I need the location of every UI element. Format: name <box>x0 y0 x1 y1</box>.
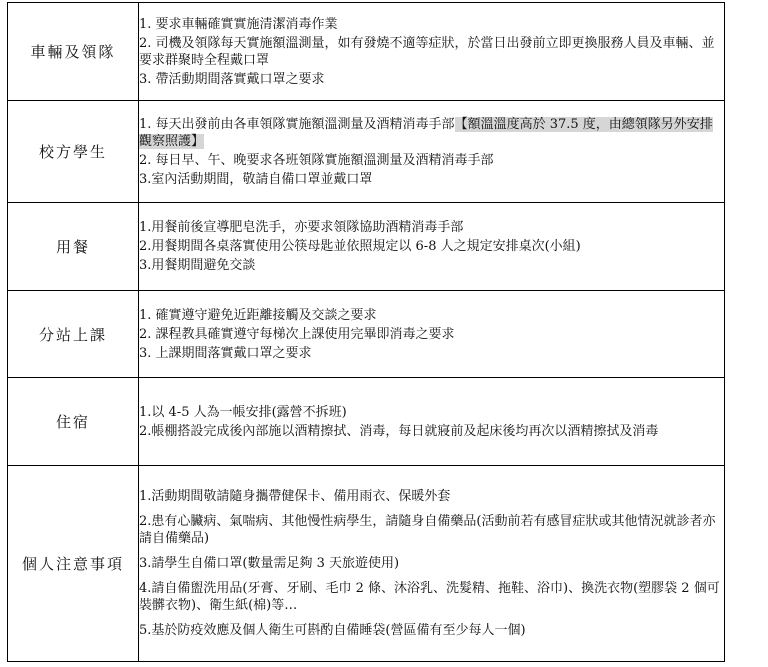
highlighted-note: 【額溫溫度高於 37.5 度，由總領隊另外安排觀察照護】 <box>139 116 713 149</box>
list-item: 3. 上課期間落實戴口罩之要求 <box>139 345 312 361</box>
row-body-lodging <box>139 378 725 466</box>
list-item: 1.以 4-5 人為一帳安排(露營不拆班) <box>139 404 347 420</box>
row-body-meals <box>139 203 725 291</box>
row-body-vehicle <box>139 3 725 101</box>
list-item: 2.患有心臟病、氣喘病、其他慢性病學生，請隨身自備藥品(活動前若有感冒症狀或其他情況就診者亦請自備藥品) <box>139 514 716 546</box>
list-item: 1. 每天出發前由各車領隊實施額溫測量及酒精消毒手部【額溫溫度高於 37.5 度，由總領隊另外安排觀察照護】 <box>139 116 713 149</box>
table-row <box>8 3 725 101</box>
list-item: 2. 每日早、午、晚要求各班領隊實施額溫測量及酒精消毒手部 <box>139 152 494 168</box>
list-item: 5.基於防疫效應及個人衛生可斟酌自備睡袋(營區備有至少每人一個) <box>139 623 526 638</box>
list-item: 1. 確實遵守避免近距離接觸及交談之要求 <box>139 307 377 323</box>
row-body-school-students <box>139 101 725 203</box>
list-item: 3.室內活動期間，敬請自備口罩並戴口罩 <box>139 171 373 187</box>
row-label-meals: 用餐 <box>8 203 139 291</box>
list-item: 4.請自備盥洗用品(牙膏、牙刷、毛巾 2 條、沐浴乳、洗髮精、拖鞋、浴巾)、換洗衣物(塑膠袋 2 個可裝髒衣物)、衛生紙(棉)等… <box>139 581 720 613</box>
list-item: 3.用餐期間避免交談 <box>139 258 256 273</box>
list-item: 2.帳棚搭設完成後內部施以酒精擦拭、消毒，每日就寢前及起床後均再次以酒精擦拭及消毒 <box>139 423 659 439</box>
list-item: 3. 帶活動期間落實戴口罩之要求 <box>139 71 325 87</box>
row-label-school-students: 校方學生 <box>8 101 139 203</box>
list-item: 1. 要求車輛確實實施清潔消毒作業 <box>139 16 338 32</box>
list-item: 1.活動期間敬請隨身攜帶健保卡、備用雨衣、保暖外套 <box>139 489 451 504</box>
row-body-station-classes <box>139 291 725 378</box>
table-row <box>8 291 725 378</box>
row-label-personal-notes: 個人注意事項 <box>8 466 139 662</box>
row-label-lodging: 住宿 <box>8 378 139 466</box>
table-row <box>8 466 725 662</box>
list-item: 3.請學生自備口罩(數量需足夠 3 天旅遊使用) <box>139 556 400 571</box>
table-row <box>8 101 725 203</box>
list-item: 2.用餐期間各桌落實使用公筷母匙並依照規定以 6-8 人之規定安排桌次(小組) <box>139 239 581 254</box>
row-label-vehicle: 車輛及領隊 <box>8 3 139 101</box>
list-item: 2. 課程教具確實遵守每梯次上課使用完畢即消毒之要求 <box>139 326 455 342</box>
table-row <box>8 378 725 466</box>
row-label-station-classes: 分站上課 <box>8 291 139 378</box>
covid-prevention-table <box>7 2 725 662</box>
document-page <box>7 2 725 662</box>
list-item: 2. 司機及領隊每天實施額溫測量，如有發燒不適等症狀，於當日出發前立即更換服務人員及車輛、並要求群聚時全程戴口罩 <box>139 35 715 68</box>
table-row <box>8 203 725 291</box>
list-item: 1.用餐前後宣導肥皂洗手，亦要求領隊協助酒精消毒手部 <box>139 220 464 235</box>
row-body-personal-notes <box>139 466 725 662</box>
